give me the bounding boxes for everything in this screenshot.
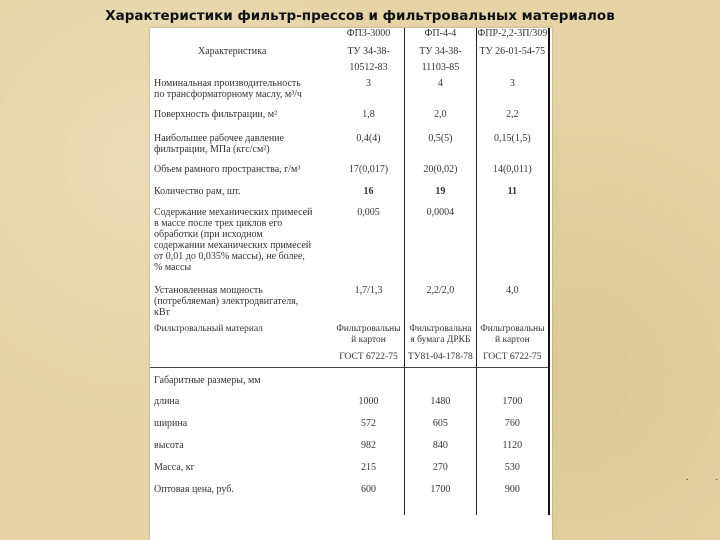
row-label: обработки (при исходном [154,229,263,240]
material-name: й картон [351,335,386,345]
row-label: Фильтровальный материал [154,324,263,334]
row-label: Оптовая цена, руб. [154,484,234,495]
row-label: ширина [154,418,188,429]
cell-value: 2,0 [405,109,477,120]
row-label: Наибольшее рабочее давление [154,133,284,144]
material-name: й картон [495,335,530,345]
cell-value: 215 [333,462,405,473]
row-label: Объем рамного пространства, г/м³ [154,164,301,175]
gost-code: ГОСТ 6722-75 [476,352,549,363]
slide-title: Характеристики фильтр-прессов и фильтровальных материалов [105,8,615,24]
cell-value [476,207,549,273]
cell-value: 1,7/1,3 [333,285,405,318]
page-mark: . [686,472,689,482]
cell-value: 1480 [405,396,477,407]
table-row [150,164,549,175]
cell-value: 4 [405,78,477,100]
table-row [150,484,549,495]
cell-value: 1000 [333,396,405,407]
cell-value: 0,15(1,5) [476,133,549,155]
cell-value: 1120 [476,440,549,451]
table-row [150,462,549,473]
gost-row [150,352,549,363]
cell-value: 530 [476,462,549,473]
tu-number: ТУ 34-38- [405,44,477,60]
row-label: Масса, кг [154,462,195,473]
header-models-row [150,28,549,44]
cell-value: 0,0004 [405,207,477,273]
cell-value: 270 [405,462,477,473]
cell-value: 2,2 [476,109,549,120]
row-label: кВт [154,307,170,318]
cell-value: 1700 [476,396,549,407]
row-label: Количество рам, шт. [154,186,241,197]
material-row [150,324,549,346]
table-row [150,133,549,155]
tu-number: 11103-85 [405,60,477,76]
table-row [150,418,549,429]
cell-value: 11 [476,186,549,197]
row-label: по трансформаторному маслу, м³/ч [154,89,302,100]
cell-value: 20(0,02) [405,164,477,175]
row-label: Установленная мощность [154,285,263,296]
table-row [150,207,549,273]
row-label: содержании механических примесей [154,240,312,251]
cell-value: 3 [476,78,549,100]
row-label: длина [154,396,180,407]
cell-value: 3 [333,78,405,100]
row-label: Номинальная производительность [154,78,301,89]
cell-value: 1700 [405,484,477,495]
cell-value: 14(0,011) [476,164,549,175]
row-label: (потребляемая) электродвигателя, [154,296,299,307]
cell-value: 760 [476,418,549,429]
model-name: ФП-4-4 [405,28,477,44]
page-mark: . [715,472,719,482]
page-marks [686,472,718,482]
cell-value: 0,005 [333,207,405,273]
row-label: Содержание механических примесей [154,207,313,218]
table-row [150,440,549,451]
table-row [150,186,549,197]
model-name: ФПР-2,2-3П/309 [476,28,549,44]
row-label: высота [154,440,184,451]
cell-value: 840 [405,440,477,451]
table-row [150,109,549,120]
gost-code: ГОСТ 6722-75 [333,352,405,363]
cell-value: 600 [333,484,405,495]
spec-table [150,28,550,515]
cell-value: 0,5(5) [405,133,477,155]
row-label: в массе после трех циклов его [154,218,283,229]
tu-number: 10512-83 [333,60,405,76]
material-name: Фильтровальна [409,324,472,334]
header-label: Характеристика [198,46,267,57]
cell-value: 0,4(4) [333,133,405,155]
model-name: ФПЗ-3000 [333,28,405,44]
cell-value: 982 [333,440,405,451]
tu-number [476,60,549,76]
row-label: Габаритные размеры, мм [154,375,261,386]
material-name: я бумага ДРКБ [410,335,471,345]
cell-value: 4,0 [476,285,549,318]
material-name: Фильтровальны [480,324,545,334]
cell-value: 2,2/2,0 [405,285,477,318]
cell-value: 19 [405,186,477,197]
row-label: фильтрации, МПа (кгс/см²) [154,144,270,155]
row-label: от 0,01 до 0,035% массы), не более, [154,251,305,262]
row-label: Поверхность фильтрации, м² [154,109,278,120]
cell-value: 572 [333,418,405,429]
cell-value: 17(0,017) [333,164,405,175]
table-row [150,78,549,100]
cell-value: 16 [333,186,405,197]
cell-value: 1,8 [333,109,405,120]
row-label: % массы [154,262,192,273]
header-tu-row [150,44,549,60]
tu-number: ТУ 26-01-54-75 [476,44,549,60]
header-tu-row-2 [150,60,549,76]
cell-value: 900 [476,484,549,495]
document-scan [150,28,552,540]
cell-value: 605 [405,418,477,429]
table-row [150,396,549,407]
dimensions-label-row [150,375,549,386]
material-name: Фильтровальны [336,324,401,334]
gost-code: ТУ81-04-178-78 [405,352,477,363]
tu-number: ТУ 34-38- [333,44,405,60]
table-row [150,285,549,318]
